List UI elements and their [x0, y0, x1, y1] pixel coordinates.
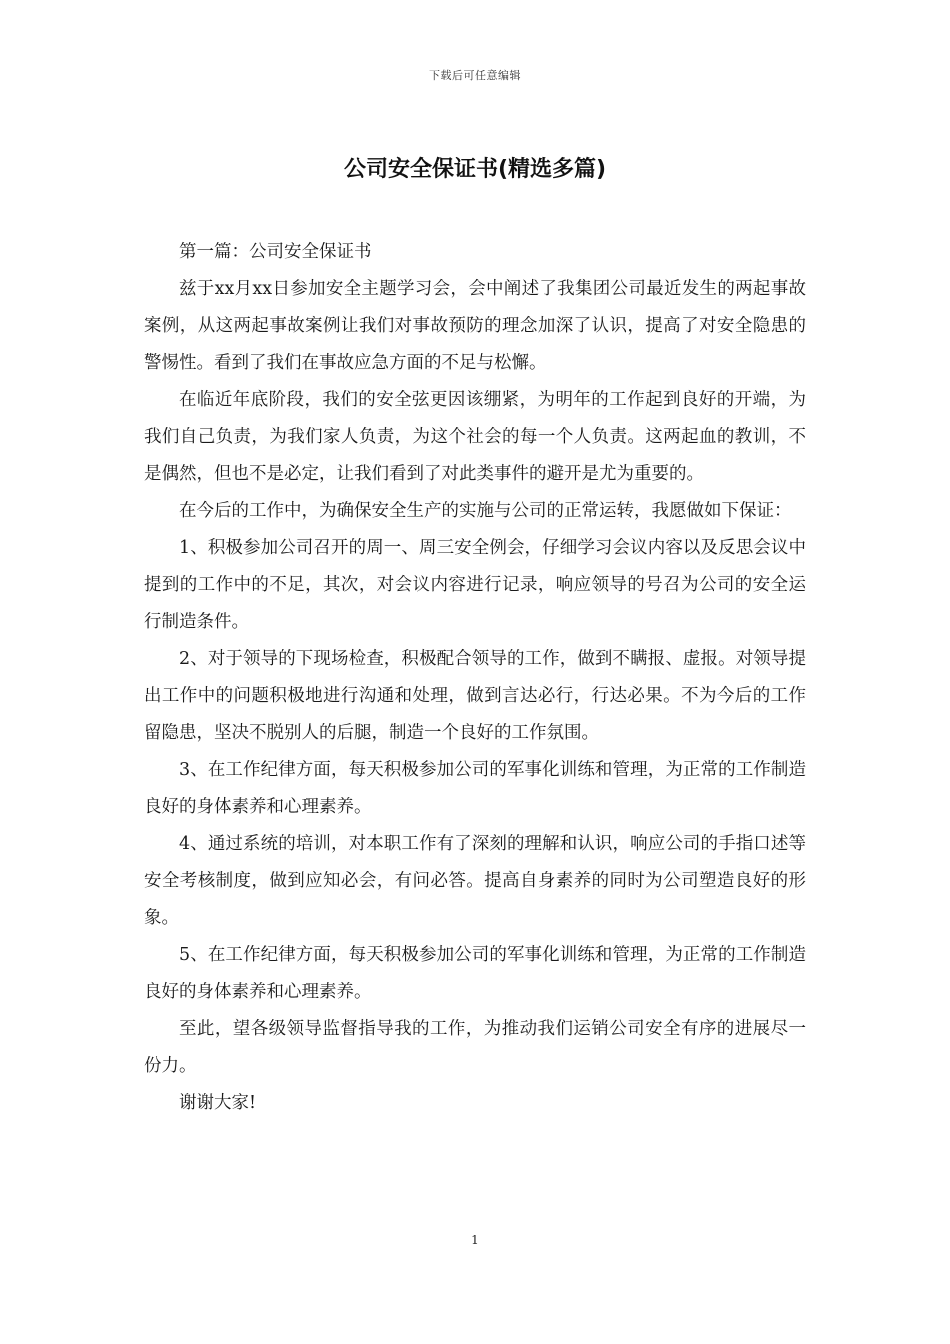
list-item-1: 1、积极参加公司召开的周一、周三安全例会，仔细学习会议内容以及反思会议中提到的工作中的不足，其次，对会议内容进行记录，响应领导的号召为公司的安全运行制造条件。 — [144, 538, 806, 632]
body-paragraph: 在临近年底阶段，我们的安全弦更因该绷紧，为明年的工作起到良好的开端，为我们自己负责，为我们家人负责，为这个社会的每一个人负责。这两起血的教训，不是偶然，但也不是必定，让我们看到了对此类事件的避开是尤为重要的。 — [144, 390, 806, 484]
body-paragraph: 在今后的工作中，为确保安全生产的实施与公司的正常运转，我愿做如下保证： — [179, 501, 792, 521]
list-item-5: 5、在工作纪律方面，每天积极参加公司的军事化训练和管理，为正常的工作制造良好的身体素养和心理素养。 — [144, 945, 806, 1002]
body-paragraph: 兹于xx月xx日参加安全主题学习会，会中阐述了我集团公司最近发生的两起事故案例，从这两起事故案例让我们对事故预防的理念加深了认识，提高了对安全隐患的警惕性。看到了我们在事故应急方面的不足与松懈。 — [144, 279, 806, 373]
section-heading: 第一篇：公司安全保证书 — [179, 242, 372, 262]
page-header-note: 下载后可任意编辑 — [429, 69, 521, 82]
closing-paragraph: 至此，望各级领导监督指导我的工作，为推动我们运销公司安全有序的进展尽一份力。 — [144, 1019, 806, 1076]
list-item-3: 3、在工作纪律方面，每天积极参加公司的军事化训练和管理，为正常的工作制造良好的身体素养和心理素养。 — [144, 760, 806, 817]
page-number: 1 — [471, 1233, 479, 1247]
list-item-2: 2、对于领导的下现场检查，积极配合领导的工作，做到不瞒报、虚报。对领导提出工作中的问题积极地进行沟通和处理，做到言达必行，行达必果。不为今后的工作留隐患，坚决不脱别人的后腿，制造一个良好的工作氛围。 — [144, 649, 806, 743]
document-body — [144, 234, 806, 1122]
document-title: 公司安全保证书(精选多篇) — [343, 157, 607, 182]
closing-thanks: 谢谢大家! — [179, 1093, 257, 1113]
list-item-4: 4、通过系统的培训，对本职工作有了深刻的理解和认识，响应公司的手指口述等安全考核制度，做到应知必会，有问必答。提高自身素养的同时为公司塑造良好的形象。 — [144, 834, 806, 928]
